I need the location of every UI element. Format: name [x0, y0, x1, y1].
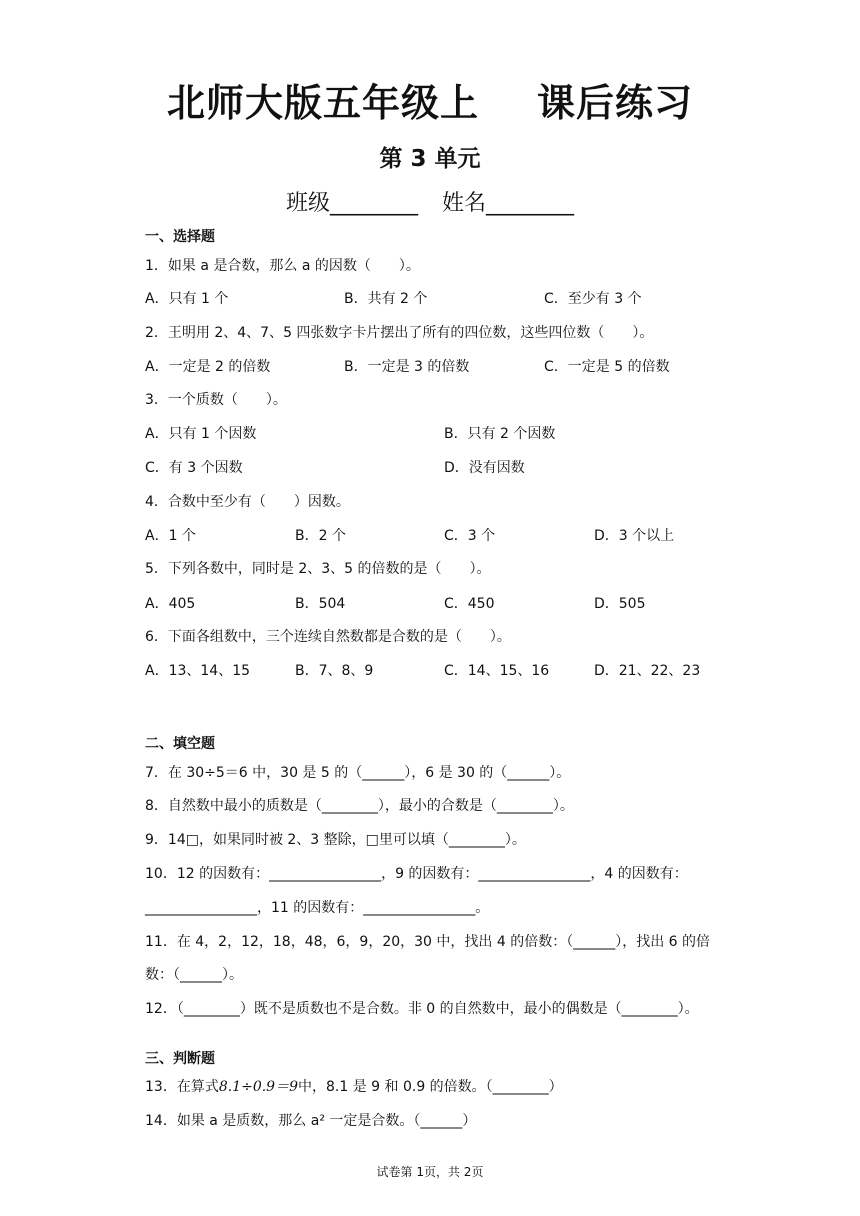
q6-option-b: B．7、8、9 [295, 663, 374, 679]
title-right: 课后练习 [537, 81, 694, 125]
student-info-line [0, 186, 860, 217]
question-11-line-2: 数：（______）。 [145, 967, 243, 983]
q6-option-a: A．13、14、15 [145, 663, 251, 679]
q1-option-a: A．只有 1 个 [145, 291, 229, 307]
question-7: 7．在 30÷5＝6 中，30 是 5 的（______），6 是 30 的（______）。 [145, 765, 571, 781]
q2-option-a: A．一定是 2 的倍数 [145, 359, 271, 375]
section-fill-heading: 二、填空题 [145, 736, 215, 752]
q2-option-c: C．一定是 5 的倍数 [544, 359, 670, 375]
question-14: 14．如果 a 是质数，那么 a² 一定是合数。（______） [145, 1113, 477, 1129]
question-5: 5．下列各数中，同时是 2、3、5 的倍数的是（ ）。 [145, 561, 491, 577]
page-footer: 试卷第 1页，共 2页 [376, 1165, 484, 1179]
question-1: 1．如果 a 是合数，那么 a 的因数（ ）。 [145, 258, 420, 274]
question-9: 9．14□，如果同时被 2、3 整除，□里可以填（________）。 [145, 832, 526, 848]
q4-option-b: B．2 个 [295, 528, 346, 544]
q13-prefix: 13．在算式 [145, 1079, 219, 1095]
name-field: 姓名________ [442, 191, 575, 216]
q13-equation: 8.1÷0.9＝9 [218, 1079, 298, 1095]
q3-option-d: D．没有因数 [444, 460, 525, 476]
q3-option-c: C．有 3 个因数 [145, 460, 243, 476]
q5-option-a: A．405 [145, 596, 196, 612]
unit-subtitle: 第 3 单元 [379, 146, 481, 172]
q2-option-b: B．一定是 3 的倍数 [344, 359, 470, 375]
q4-option-d: D．3 个以上 [594, 528, 675, 544]
question-11-line-1: 11．在 4，2，12，18，48，6，9，20，30 中，找出 4 的倍数：（______），找出 6 的倍 [145, 934, 711, 950]
question-12: 12．（________）既不是质数也不是合数。非 0 的自然数中，最小的偶数是（________）。 [145, 1001, 699, 1017]
title-left: 北师大版五年级上 [166, 81, 479, 125]
q1-option-b: B．共有 2 个 [344, 291, 428, 307]
question-2: 2．王明用 2、4、7、5 四张数字卡片摆出了所有的四位数，这些四位数（ ）。 [145, 325, 654, 341]
q1-option-c: C．至少有 3 个 [544, 291, 642, 307]
q13-suffix: 中，8.1 是 9 和 0.9 的倍数。（________） [298, 1079, 563, 1095]
q3-option-b: B．只有 2 个因数 [444, 426, 556, 442]
class-field: 班级________ [285, 191, 418, 216]
question-10-line-2: ________________，11 的因数有：________________。 [145, 900, 490, 916]
q6-option-d: D．21、22、23 [594, 663, 701, 679]
q5-option-c: C．450 [444, 596, 495, 612]
question-13 [145, 1076, 563, 1096]
question-3: 3．一个质数（ ）。 [145, 392, 287, 408]
page-title [0, 72, 860, 127]
question-4: 4．合数中至少有（ ）因数。 [145, 494, 350, 510]
q4-option-a: A．1 个 [145, 528, 196, 544]
question-10-line-1: 10．12 的因数有：________________，9 的因数有：________________，4 的因数有： [145, 866, 688, 882]
q5-option-d: D．505 [594, 596, 646, 612]
section-judge-heading: 三、判断题 [145, 1051, 215, 1067]
section-choice-heading: 一、选择题 [145, 229, 215, 245]
question-6: 6．下面各组数中，三个连续自然数都是合数的是（ ）。 [145, 629, 511, 645]
question-8: 8．自然数中最小的质数是（________），最小的合数是（________）。 [145, 798, 574, 814]
q3-option-a: A．只有 1 个因数 [145, 426, 257, 442]
q6-option-c: C．14、15、16 [444, 663, 550, 679]
q5-option-b: B．504 [295, 596, 346, 612]
q4-option-c: C．3 个 [444, 528, 496, 544]
